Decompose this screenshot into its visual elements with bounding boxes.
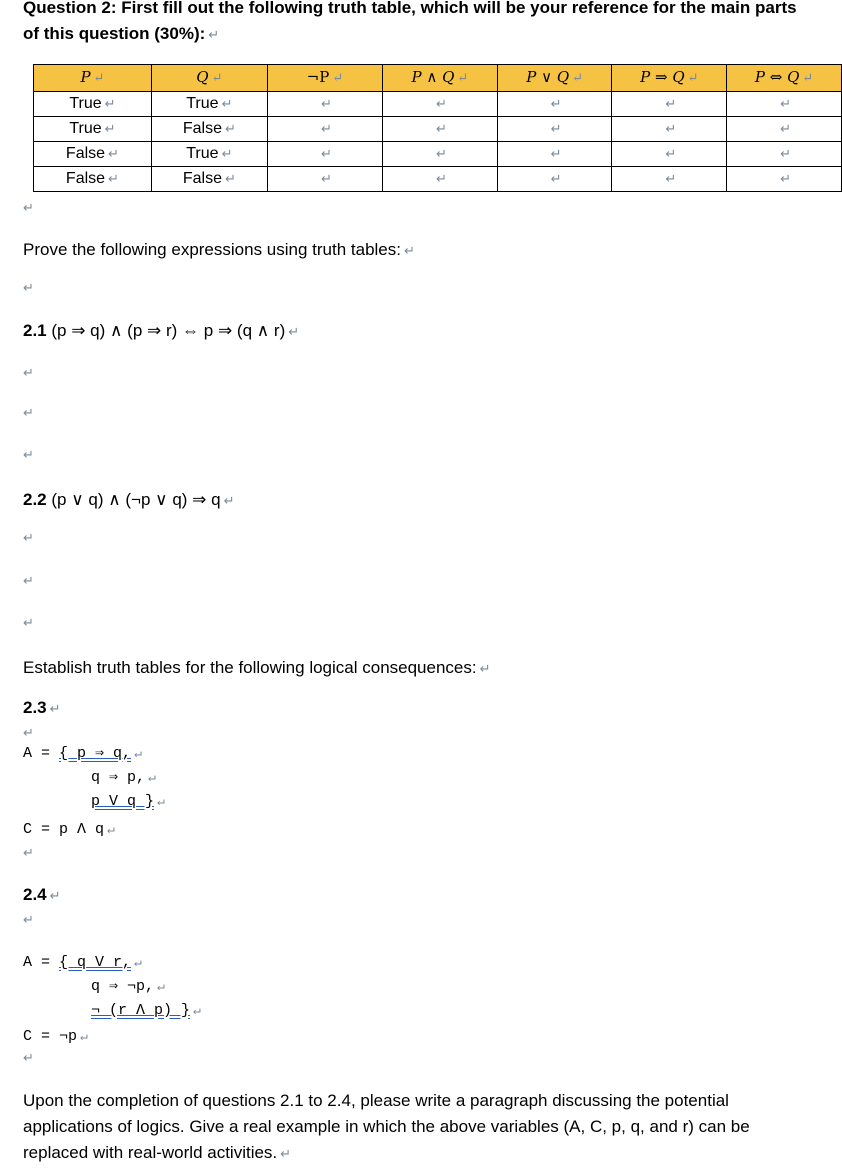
truth-table-row [34,117,842,142]
return-mark: ↵ [23,573,34,588]
truth-table-header-row [34,65,842,92]
cell[interactable]: ↵ [497,92,612,117]
return-mark: ↵ [23,530,34,545]
q2-4-conclusion: C = ¬p ↵ [23,1028,88,1045]
cell[interactable]: ↵ [383,167,498,192]
return-mark: ↵ [23,200,34,215]
cell[interactable]: True ↵ [151,142,267,167]
cell[interactable]: ↵ [612,92,727,117]
question-2-2: 2.2 (p ∨ q) ∧ (¬p ∨ q) ⇒ q ↵ [23,490,235,509]
cell[interactable]: ↵ [727,117,842,142]
return-mark: ↵ [23,725,34,740]
return-mark: ↵ [23,447,34,462]
cell[interactable]: False ↵ [151,117,267,142]
cell[interactable]: ↵ [267,92,382,117]
closing-line-1: Upon the completion of questions 2.1 to 2.4, please write a paragraph discussing the potential [23,1091,729,1110]
return-mark: ↵ [23,845,34,860]
cell[interactable]: ↵ [497,142,612,167]
cell[interactable]: False ↵ [151,167,267,192]
q2-3-premise-line-1: A = { p ⇒ q, ↵ [23,745,142,762]
q2-3-premise-line-2: q ⇒ p, ↵ [91,769,156,786]
header-p-implies-q: P ⇒ Q ↵ [612,65,727,92]
prove-heading: Prove the following expressions using truth tables: ↵ [23,240,415,259]
cell[interactable]: ↵ [383,92,498,117]
cell[interactable]: ↵ [497,167,612,192]
question-title-line-1: Question 2: First fill out the following truth table, which will be your reference for the main parts [23,0,797,17]
return-mark: ↵ [23,365,34,380]
cell[interactable]: ↵ [612,117,727,142]
cell[interactable]: ↵ [497,117,612,142]
truth-table [33,64,842,192]
cell[interactable]: ↵ [383,117,498,142]
closing-line-3: replaced with real-world activities. ↵ [23,1143,292,1162]
cell[interactable]: False ↵ [34,167,152,192]
q2-3-conclusion: C = p Λ q ↵ [23,821,115,838]
return-mark: ↵ [23,280,34,295]
cell[interactable]: ↵ [267,117,382,142]
truth-table-row [34,142,842,167]
establish-heading: Establish truth tables for the following logical consequences: ↵ [23,658,491,677]
return-mark: ↵ [23,405,34,420]
return-mark: ↵ [23,615,34,630]
cell[interactable]: ↵ [267,142,382,167]
header-p: P ↵ [34,65,152,92]
q2-4-premise-line-1: A = { q V r, ↵ [23,954,142,971]
header-not-p: ¬P ↵ [267,65,382,92]
question-2-1: 2.1 (p ⇒ q) ∧ (p ⇒ r) ⇔ p ⇒ (q ∧ r) ↵ [23,321,300,340]
cell[interactable]: ↵ [267,167,382,192]
closing-paragraph [23,1088,750,1167]
header-p-and-q: P ∧ Q ↵ [383,65,498,92]
question-2-4-label: 2.4 ↵ [23,885,61,904]
header-p-or-q: P ∨ Q ↵ [497,65,612,92]
cell[interactable]: False ↵ [34,142,152,167]
return-mark: ↵ [23,1050,34,1065]
header-q: Q ↵ [151,65,267,92]
q2-3-premise-line-3: p V q } ↵ [91,793,165,810]
cell[interactable]: ↵ [612,142,727,167]
cell[interactable]: True ↵ [34,92,152,117]
cell[interactable]: True ↵ [34,117,152,142]
cell[interactable]: ↵ [727,167,842,192]
question-2-3-label: 2.3 ↵ [23,698,61,717]
header-p-iff-q: P ⇔ Q ↵ [727,65,842,92]
return-mark: ↵ [23,912,34,927]
truth-table-row [34,92,842,117]
cell[interactable]: ↵ [727,142,842,167]
q2-4-premise-line-2: q ⇒ ¬p, ↵ [91,978,165,995]
cell[interactable]: ↵ [727,92,842,117]
question-title-line-2: of this question (30%): ↵ [23,24,220,43]
closing-line-2: applications of logics. Give a real example in which the above variables (A, C, p, q, and r) can be [23,1117,750,1136]
cell[interactable]: ↵ [383,142,498,167]
cell[interactable]: ↵ [612,167,727,192]
cell[interactable]: True ↵ [151,92,267,117]
q2-4-premise-line-3: ¬ (r Λ p) } ↵ [91,1002,201,1019]
truth-table-row [34,167,842,192]
